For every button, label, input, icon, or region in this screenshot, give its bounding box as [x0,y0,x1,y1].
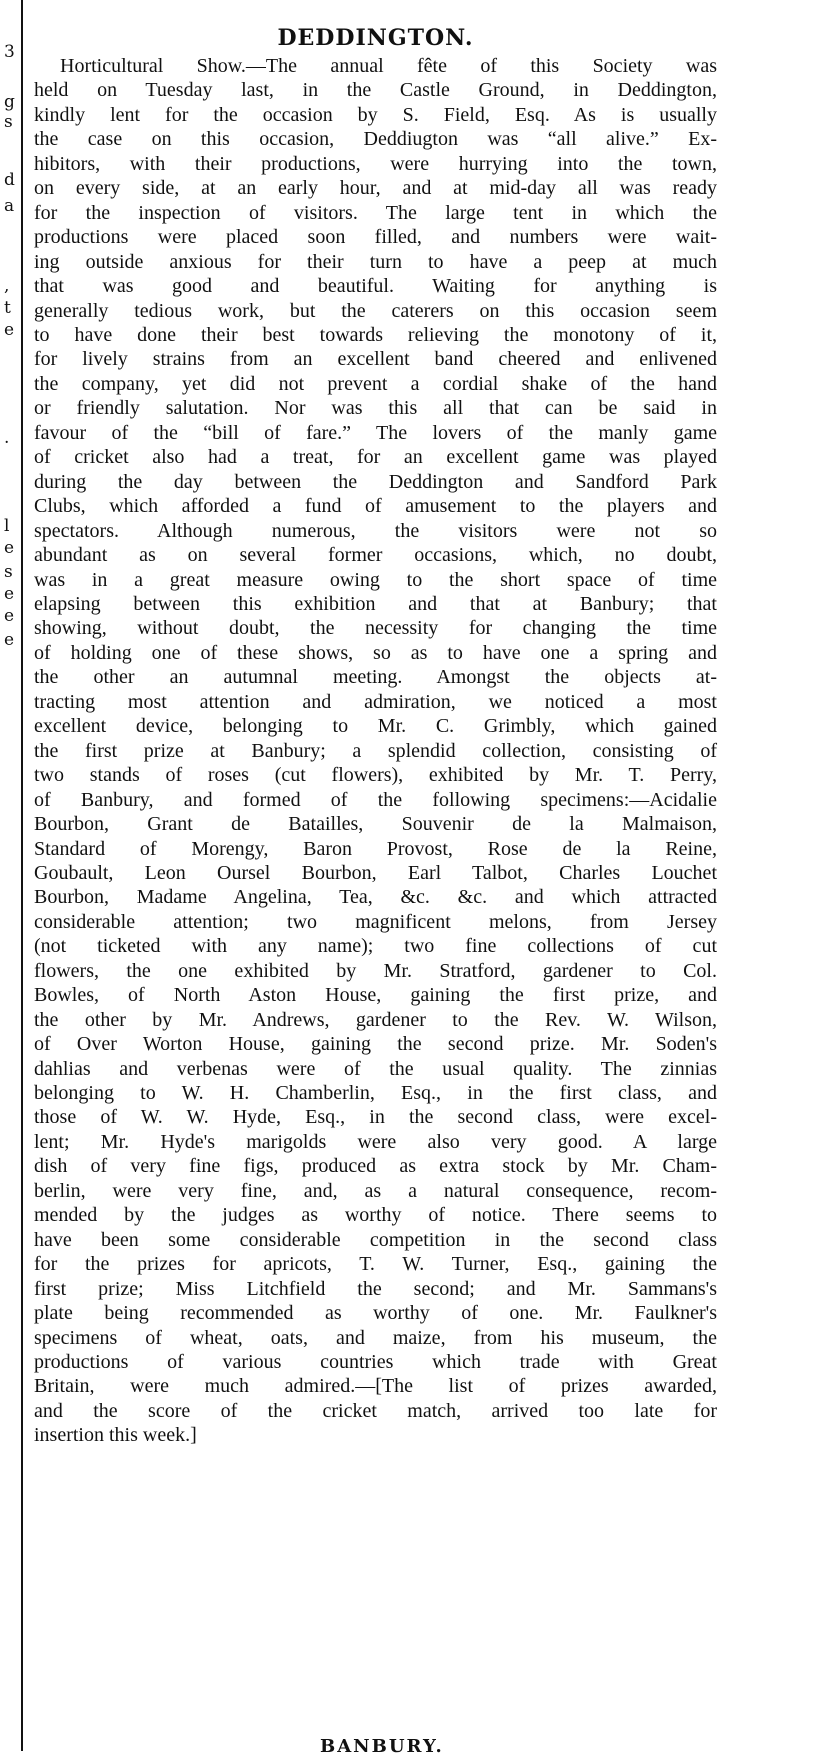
article-line: of Banbury, and formed of the following specimens:—Acidalie [34,788,717,811]
article-line: Goubault, Leon Oursel Bourbon, Earl Talbot, Charles Louchet [34,861,717,884]
previous-column-fragment: e [4,584,15,604]
previous-column-fragment: . [4,428,10,448]
article-line: lent; Mr. Hyde's marigolds were also very good. A large [34,1130,717,1153]
article-line: showing, without doubt, the necessity for changing the time [34,617,717,640]
article-line: the case on this occasion, Deddiugton was “all alive.” Ex- [34,128,717,151]
article-line: of Over Worton House, gaining the second prize. Mr. Soden's [34,1033,717,1056]
previous-column-fragment: s [4,562,13,582]
article-line: dish of very fine figs, produced as extra stock by Mr. Cham- [34,1155,717,1178]
article-line: during the day between the Deddington and Sandford Park [34,470,717,493]
article-line: first prize; Miss Litchfield the second; and Mr. Sammans's [34,1277,717,1300]
article-line: Horticultural Show.—The annual fête of this Society was [60,55,717,77]
previous-column-fragment: g [4,92,15,112]
next-article-headline-fragment: BANBURY. [320,1736,444,1757]
article-line: for the prizes for apricots, T. W. Turner, Esq., gaining the [34,1253,717,1276]
article-headline: DEDDINGTON. [277,25,474,51]
article-line: Bourbon, Grant de Batailles, Souvenir de la Malmaison, [34,813,717,836]
article-line: the other an autumnal meeting. Amongst the objects at- [34,666,717,689]
article-line: those of W. W. Hyde, Esq., in the second class, were excel- [34,1106,717,1129]
article-line: was in a great measure owing to the short space of time [34,568,717,591]
article-line: productions were placed soon filled, and numbers were wait- [34,226,717,249]
previous-column-fragment: 3 [4,42,15,62]
article-line: the company, yet did not prevent a cordial shake of the hand [34,372,717,395]
article-line: ing outside anxious for their turn to have a peep at much [34,250,717,273]
article-line: spectators. Although numerous, the visitors were not so [34,519,717,542]
article-line: to have done their best towards relieving the monotony of it, [34,323,717,346]
previous-column-fragment: e [4,630,15,650]
article-deddington [34,26,717,1448]
previous-column-fragment: , [4,276,10,296]
article-line: berlin, were very fine, and, as a natural consequence, recom- [34,1179,717,1202]
article-line: and the score of the cricket match, arrived too late for [34,1399,717,1422]
article-line: the first prize at Banbury; a splendid collection, consisting of [34,739,717,762]
article-line: dahlias and verbenas were of the usual quality. The zinnias [34,1057,717,1080]
article-line: Standard of Morengy, Baron Provost, Rose de la Reine, [34,837,717,860]
previous-column-fragment: a [4,196,15,216]
previous-column-fragment: l [4,516,10,536]
previous-column-edge [0,0,20,1751]
article-line: mended by the judges as worthy of notice. There seems to [34,1204,717,1227]
article-line: elapsing between this exhibition and that at Banbury; that [34,592,717,615]
article-line: the other by Mr. Andrews, gardener to the Rev. W. Wilson, [34,1008,717,1031]
article-line: plate being recommended as worthy of one. Mr. Faulkner's [34,1302,717,1325]
article-line: held on Tuesday last, in the Castle Ground, in Deddington, [34,79,717,102]
article-line: of cricket also had a treat, for an excellent game was played [34,446,717,469]
article-line: for lively strains from an excellent band cheered and enlivened [34,348,717,371]
article-line: excellent device, belonging to Mr. C. Grimbly, which gained [34,715,717,738]
article-line: two stands of roses (cut flowers), exhibited by Mr. T. Perry, [34,764,717,787]
article-line: of holding one of these shows, so as to have one a spring and [34,641,717,664]
article-line: Clubs, which afforded a fund of amusement to the players and [34,495,717,518]
previous-column-fragment: s [4,112,13,132]
article-line: have been some considerable competition in the second class [34,1228,717,1251]
article-line: productions of various countries which trade with Great [34,1351,717,1374]
article-line: (not ticketed with any name); two fine collections of cut [34,935,717,958]
article-line: or friendly salutation. Nor was this all that can be said in [34,397,717,420]
article-line: for the inspection of visitors. The large tent in which the [34,201,717,224]
article-line: insertion this week.] [34,1424,197,1447]
article-line: hibitors, with their productions, were hurrying into the town, [34,152,717,175]
article-line: considerable attention; two magnificent melons, from Jersey [34,910,717,933]
previous-column-fragment: e [4,320,15,340]
article-line: specimens of wheat, oats, and maize, from his museum, the [34,1326,717,1349]
article-line: Bowles, of North Aston House, gaining the first prize, and [34,984,717,1007]
article-line: Britain, were much admired.—[The list of prizes awarded, [34,1375,717,1398]
article-line: kindly lent for the occasion by S. Field, Esq. As is usually [34,103,717,126]
previous-column-fragment: e [4,606,15,626]
previous-column-fragment: e [4,538,15,558]
article-line: belonging to W. H. Chamberlin, Esq., in the first class, and [34,1082,717,1105]
article-line: abundant as on several former occasions, which, no doubt, [34,544,717,567]
article-line: generally tedious work, but the caterers on this occasion seem [34,299,717,322]
article-line: Bourbon, Madame Angelina, Tea, &c. &c. and which attracted [34,886,717,909]
article-line: tracting most attention and admiration, we noticed a most [34,690,717,713]
article-body [34,54,717,1448]
article-line: on every side, at an early hour, and at mid-day all was ready [34,177,717,200]
article-line: that was good and beautiful. Waiting for anything is [34,275,717,298]
previous-column-fragment: t [4,298,11,318]
article-line: favour of the “bill of fare.” The lovers of the manly game [34,421,717,444]
column-rule [21,0,23,1751]
previous-column-fragment: d [4,170,15,190]
article-line: flowers, the one exhibited by Mr. Stratford, gardener to Col. [34,959,717,982]
